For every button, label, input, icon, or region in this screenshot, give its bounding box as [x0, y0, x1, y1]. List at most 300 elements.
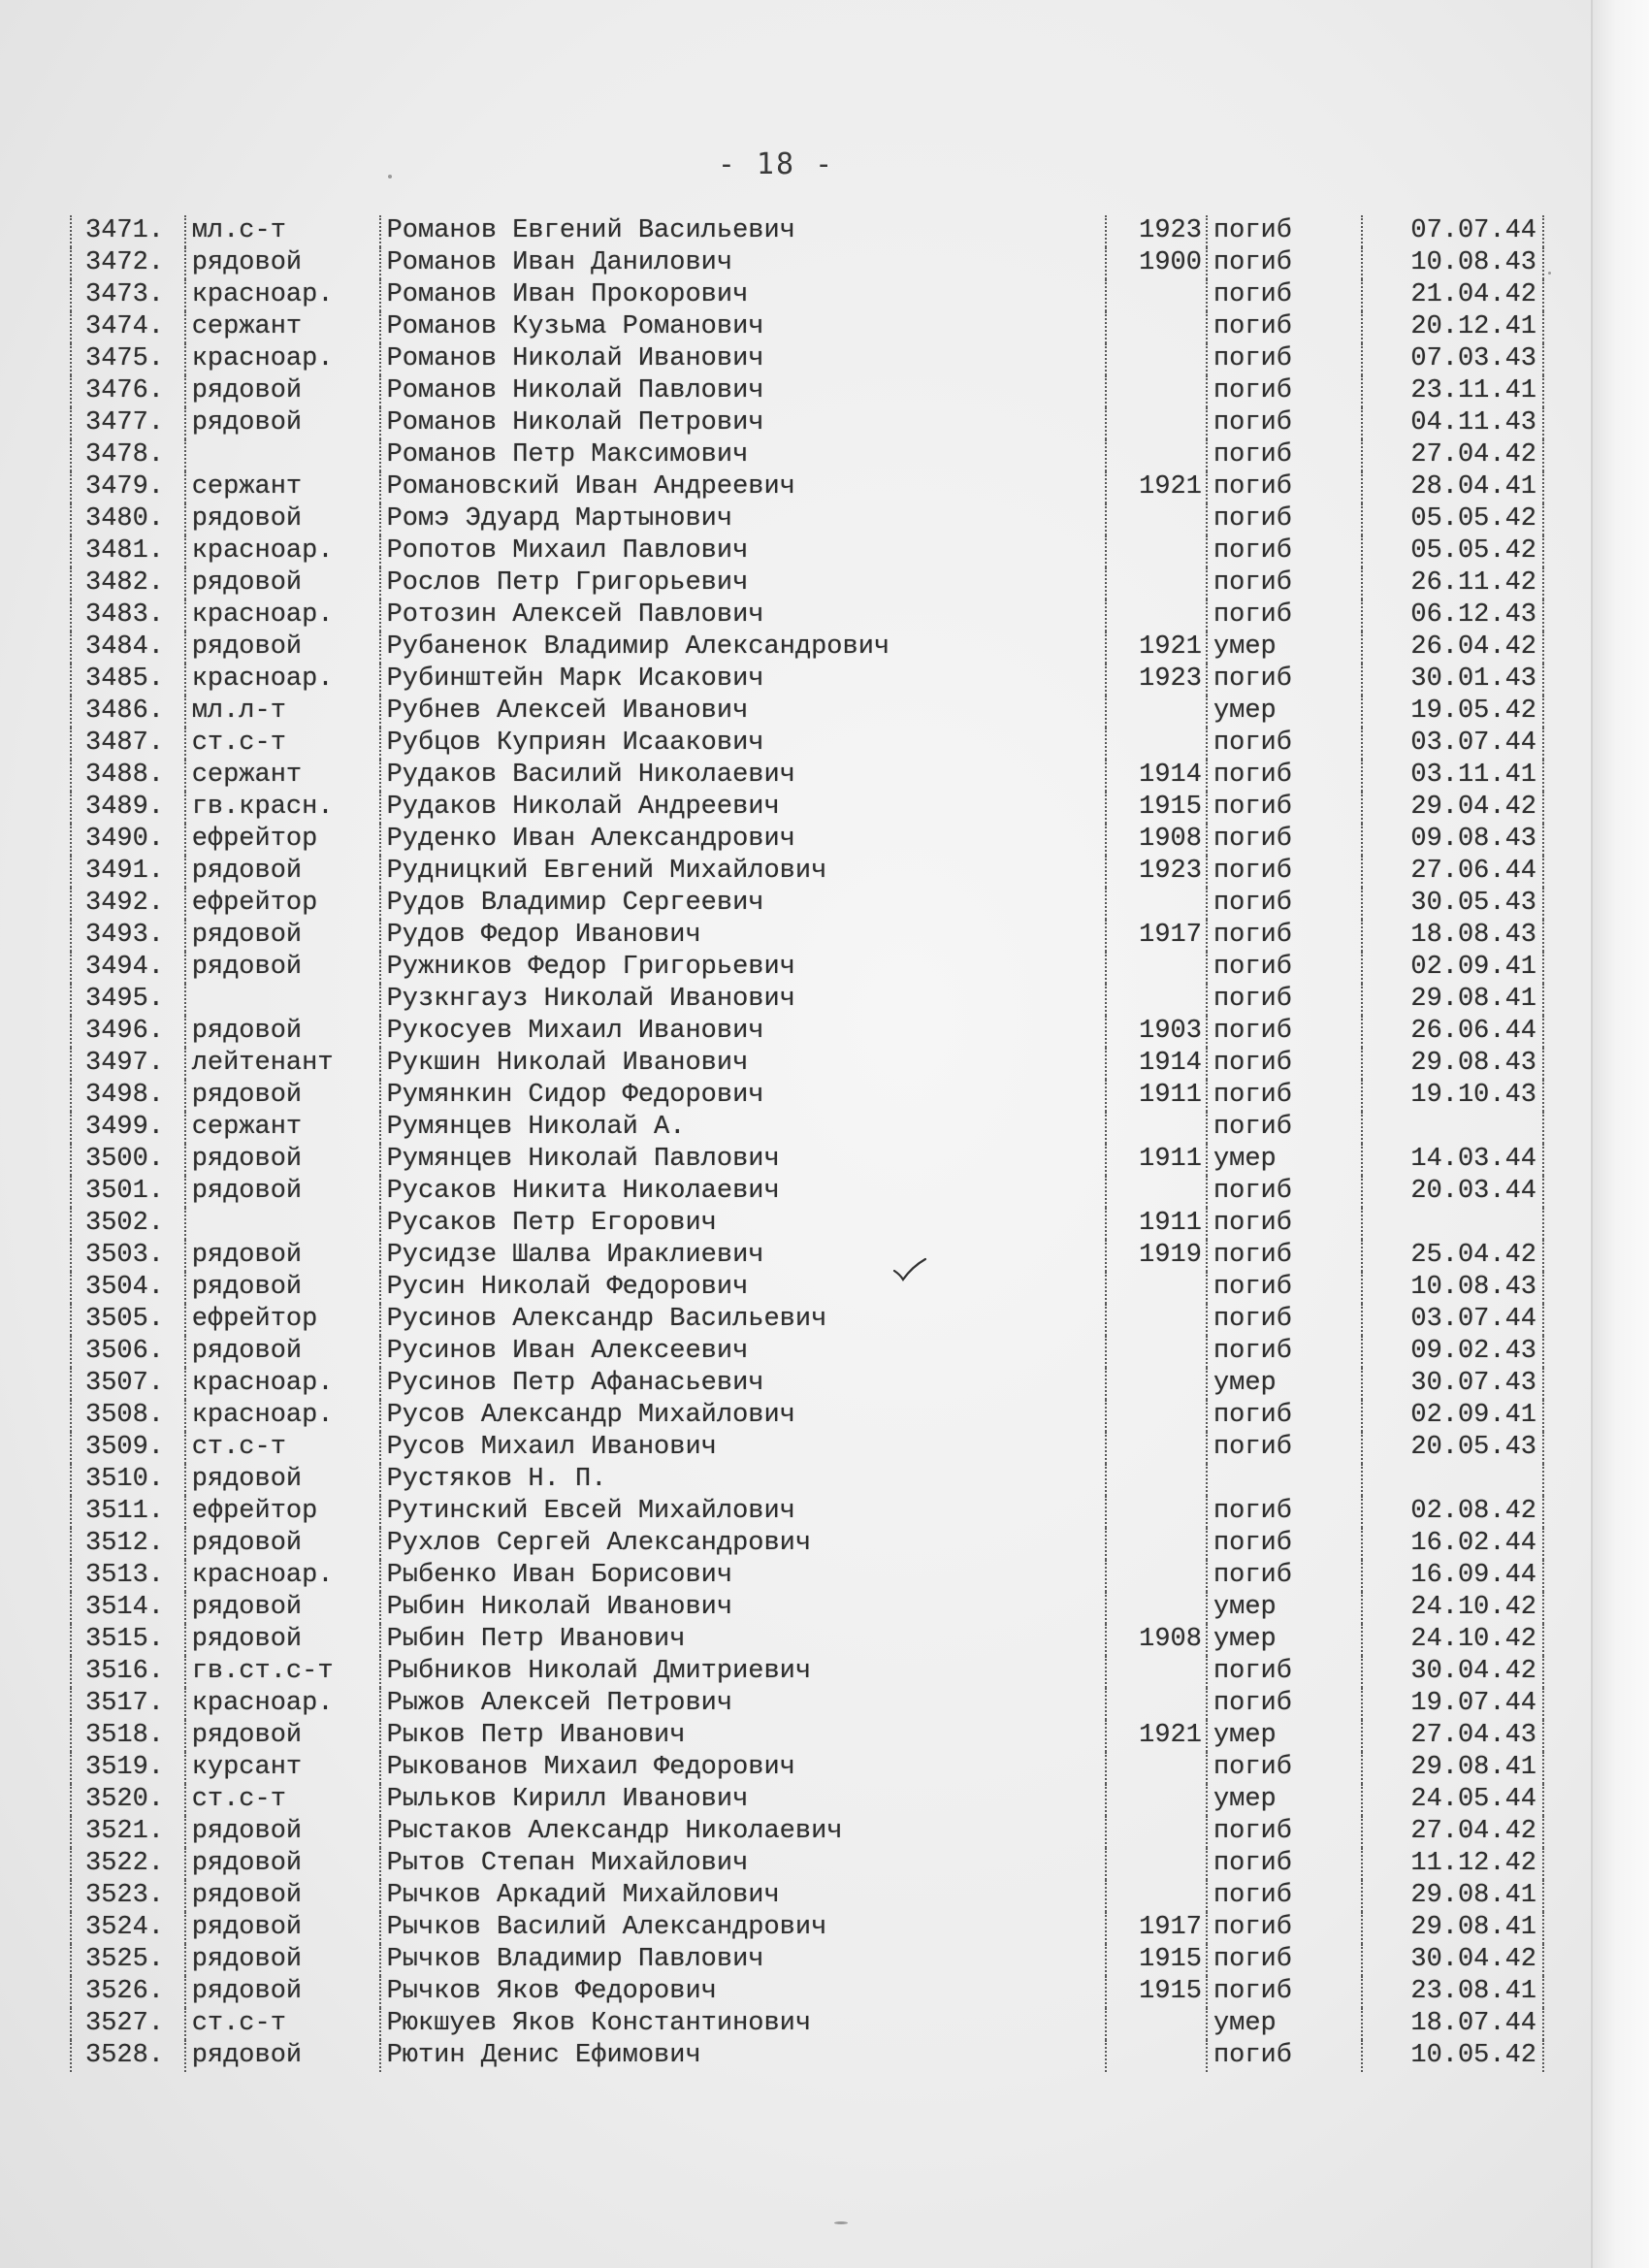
- entry-date: 05.05.42: [1362, 535, 1543, 567]
- entry-number: 3523.: [71, 1880, 185, 1912]
- entry-number: 3515.: [71, 1624, 185, 1656]
- table-row: [71, 407, 1543, 439]
- entry-number: 3526.: [71, 1976, 185, 2008]
- entry-rank: рядовой: [185, 1528, 380, 1560]
- entry-status: погиб: [1207, 1656, 1362, 1688]
- entry-status: погиб: [1207, 1176, 1362, 1208]
- entry-birth-year: [1106, 2008, 1207, 2040]
- entry-date: 19.05.42: [1362, 696, 1543, 728]
- entry-rank: [185, 1208, 380, 1240]
- entry-name: Романов Иван Данилович: [380, 247, 1107, 279]
- entry-status: погиб: [1207, 1880, 1362, 1912]
- scan-speck: [1548, 272, 1551, 275]
- entry-rank: рядовой: [185, 1816, 380, 1848]
- table-row: [71, 1368, 1543, 1400]
- entry-status: погиб: [1207, 247, 1362, 279]
- entry-rank: красноар.: [185, 279, 380, 311]
- entry-number: 3521.: [71, 1816, 185, 1848]
- entry-date: 24.10.42: [1362, 1624, 1543, 1656]
- entry-name: Ромэ Эдуард Мартынович: [380, 503, 1107, 535]
- entry-status: погиб: [1207, 1208, 1362, 1240]
- entry-name: Рычков Владимир Павлович: [380, 1944, 1107, 1976]
- table-row: [71, 1400, 1543, 1432]
- entry-number: 3495.: [71, 984, 185, 1016]
- entry-name: Русов Михаил Иванович: [380, 1432, 1107, 1464]
- entry-birth-year: [1106, 599, 1207, 632]
- entry-birth-year: [1106, 1496, 1207, 1528]
- entry-rank: ефрейтор: [185, 1496, 380, 1528]
- entry-date: 03.11.41: [1362, 760, 1543, 792]
- entry-name: Румянкин Сидор Федорович: [380, 1080, 1107, 1112]
- entry-number: 3506.: [71, 1336, 185, 1368]
- entry-rank: рядовой: [185, 247, 380, 279]
- entry-birth-year: [1106, 407, 1207, 439]
- entry-status: умер: [1207, 1368, 1362, 1400]
- entry-date: 25.04.42: [1362, 1240, 1543, 1272]
- entry-rank: сержант: [185, 311, 380, 343]
- entry-date: 02.09.41: [1362, 952, 1543, 984]
- entry-rank: лейтенант: [185, 1048, 380, 1080]
- table-row: [71, 1784, 1543, 1816]
- entry-name: Рюкшуев Яков Константинович: [380, 2008, 1107, 2040]
- entry-number: 3477.: [71, 407, 185, 439]
- entry-number: 3483.: [71, 599, 185, 632]
- entry-birth-year: 1915: [1106, 1944, 1207, 1976]
- table-row: [71, 2008, 1543, 2040]
- entry-rank: красноар.: [185, 1368, 380, 1400]
- entry-rank: рядовой: [185, 1336, 380, 1368]
- table-row: [71, 375, 1543, 407]
- entry-name: Рухлов Сергей Александрович: [380, 1528, 1107, 1560]
- table-row: [71, 696, 1543, 728]
- entry-rank: рядовой: [185, 567, 380, 599]
- entry-status: умер: [1207, 2008, 1362, 2040]
- entry-status: погиб: [1207, 503, 1362, 535]
- entry-rank: рядовой: [185, 1176, 380, 1208]
- entry-status: погиб: [1207, 888, 1362, 920]
- entry-name: Рубнев Алексей Иванович: [380, 696, 1107, 728]
- entry-date: 19.07.44: [1362, 1688, 1543, 1720]
- entry-name: Романов Николай Иванович: [380, 343, 1107, 375]
- entry-birth-year: [1106, 1784, 1207, 1816]
- table-row: [71, 888, 1543, 920]
- entry-birth-year: [1106, 1528, 1207, 1560]
- table-row: [71, 1208, 1543, 1240]
- table-row: [71, 311, 1543, 343]
- entry-status: погиб: [1207, 1272, 1362, 1304]
- entry-name: Рубинштейн Марк Исакович: [380, 664, 1107, 696]
- entry-status: погиб: [1207, 1240, 1362, 1272]
- entry-status: умер: [1207, 1624, 1362, 1656]
- entry-rank: красноар.: [185, 535, 380, 567]
- entry-birth-year: 1911: [1106, 1080, 1207, 1112]
- entry-number: 3484.: [71, 632, 185, 664]
- entry-birth-year: [1106, 1752, 1207, 1784]
- entry-status: погиб: [1207, 1496, 1362, 1528]
- entry-name: Русинов Иван Алексеевич: [380, 1336, 1107, 1368]
- entry-number: 3516.: [71, 1656, 185, 1688]
- entry-rank: сержант: [185, 760, 380, 792]
- entry-number: 3490.: [71, 824, 185, 856]
- entry-name: Рыльков Кирилл Иванович: [380, 1784, 1107, 1816]
- entry-number: 3524.: [71, 1912, 185, 1944]
- entry-rank: ст.с-т: [185, 1432, 380, 1464]
- entry-date: 29.04.42: [1362, 792, 1543, 824]
- entry-birth-year: [1106, 311, 1207, 343]
- entry-date: 27.04.42: [1362, 439, 1543, 471]
- entry-birth-year: [1106, 728, 1207, 760]
- entry-rank: рядовой: [185, 1880, 380, 1912]
- entry-name: Рыжов Алексей Петрович: [380, 1688, 1107, 1720]
- entry-birth-year: [1106, 535, 1207, 567]
- entry-number: 3482.: [71, 567, 185, 599]
- entry-rank: [185, 439, 380, 471]
- entry-birth-year: [1106, 1656, 1207, 1688]
- entry-birth-year: 1923: [1106, 664, 1207, 696]
- entry-name: Рудаков Василий Николаевич: [380, 760, 1107, 792]
- entry-date: 16.09.44: [1362, 1560, 1543, 1592]
- entry-date: 29.08.41: [1362, 1880, 1543, 1912]
- entry-rank: сержант: [185, 471, 380, 503]
- table-row: [71, 1592, 1543, 1624]
- entry-status: погиб: [1207, 279, 1362, 311]
- entry-date: 26.04.42: [1362, 632, 1543, 664]
- entry-rank: рядовой: [185, 2040, 380, 2072]
- entry-name: Рукшин Николай Иванович: [380, 1048, 1107, 1080]
- entry-rank: рядовой: [185, 1144, 380, 1176]
- entry-name: Ротозин Алексей Павлович: [380, 599, 1107, 632]
- table-row: [71, 664, 1543, 696]
- entry-number: 3487.: [71, 728, 185, 760]
- table-row: [71, 215, 1543, 247]
- entry-birth-year: 1900: [1106, 247, 1207, 279]
- table-row: [71, 343, 1543, 375]
- entry-rank: мл.л-т: [185, 696, 380, 728]
- entry-birth-year: [1106, 952, 1207, 984]
- entry-birth-year: 1915: [1106, 1976, 1207, 2008]
- table-row: [71, 760, 1543, 792]
- entry-date: 14.03.44: [1362, 1144, 1543, 1176]
- entry-date: 03.07.44: [1362, 1304, 1543, 1336]
- entry-name: Рыбин Николай Иванович: [380, 1592, 1107, 1624]
- entry-rank: рядовой: [185, 1592, 380, 1624]
- entry-status: погиб: [1207, 728, 1362, 760]
- entry-number: 3503.: [71, 1240, 185, 1272]
- entry-status: погиб: [1207, 375, 1362, 407]
- entry-status: погиб: [1207, 1976, 1362, 2008]
- entry-name: Русидзе Шалва Ираклиевич: [380, 1240, 1107, 1272]
- entry-name: Рыкованов Михаил Федорович: [380, 1752, 1107, 1784]
- entry-number: 3504.: [71, 1272, 185, 1304]
- entry-date: 30.04.42: [1362, 1656, 1543, 1688]
- entry-status: погиб: [1207, 567, 1362, 599]
- table-row: [71, 535, 1543, 567]
- table-row: [71, 599, 1543, 632]
- entry-birth-year: [1106, 1880, 1207, 1912]
- entry-rank: рядовой: [185, 1624, 380, 1656]
- casualty-list-table: [70, 215, 1544, 2072]
- entry-name: Русов Александр Михайлович: [380, 1400, 1107, 1432]
- entry-date: 18.08.43: [1362, 920, 1543, 952]
- entry-number: 3473.: [71, 279, 185, 311]
- entry-date: 20.05.43: [1362, 1432, 1543, 1464]
- entry-rank: красноар.: [185, 664, 380, 696]
- table-row: [71, 1144, 1543, 1176]
- table-row: [71, 1688, 1543, 1720]
- entry-rank: ст.с-т: [185, 1784, 380, 1816]
- table-row: [71, 439, 1543, 471]
- entry-date: 24.05.44: [1362, 1784, 1543, 1816]
- entry-status: погиб: [1207, 1848, 1362, 1880]
- entry-number: 3474.: [71, 311, 185, 343]
- entry-status: погиб: [1207, 760, 1362, 792]
- table-row: [71, 1496, 1543, 1528]
- entry-date: 26.06.44: [1362, 1016, 1543, 1048]
- entry-name: Рудов Федор Иванович: [380, 920, 1107, 952]
- entry-date: 10.08.43: [1362, 247, 1543, 279]
- entry-status: погиб: [1207, 1688, 1362, 1720]
- table-row: [71, 2040, 1543, 2072]
- entry-status: погиб: [1207, 311, 1362, 343]
- entry-status: погиб: [1207, 1400, 1362, 1432]
- entry-name: Рютин Денис Ефимович: [380, 2040, 1107, 2072]
- entry-name: Ропотов Михаил Павлович: [380, 535, 1107, 567]
- entry-name: Русаков Никита Николаевич: [380, 1176, 1107, 1208]
- table-row: [71, 1240, 1543, 1272]
- entry-number: 3476.: [71, 375, 185, 407]
- entry-status: погиб: [1207, 1048, 1362, 1080]
- entry-birth-year: 1917: [1106, 1912, 1207, 1944]
- entry-date: [1362, 1208, 1543, 1240]
- table-row: [71, 728, 1543, 760]
- entry-birth-year: 1923: [1106, 215, 1207, 247]
- entry-number: 3485.: [71, 664, 185, 696]
- entry-birth-year: 1923: [1106, 856, 1207, 888]
- entry-number: 3501.: [71, 1176, 185, 1208]
- entry-rank: рядовой: [185, 1720, 380, 1752]
- entry-status: погиб: [1207, 920, 1362, 952]
- table-row: [71, 1016, 1543, 1048]
- entry-name: Романов Николай Петрович: [380, 407, 1107, 439]
- entry-date: 02.09.41: [1362, 1400, 1543, 1432]
- entry-date: 29.08.41: [1362, 984, 1543, 1016]
- entry-birth-year: [1106, 1176, 1207, 1208]
- entry-status: погиб: [1207, 1432, 1362, 1464]
- table-row: [71, 1848, 1543, 1880]
- entry-status: погиб: [1207, 471, 1362, 503]
- entry-birth-year: [1106, 696, 1207, 728]
- entry-date: 23.08.41: [1362, 1976, 1543, 2008]
- entry-number: 3510.: [71, 1464, 185, 1496]
- entry-birth-year: 1914: [1106, 1048, 1207, 1080]
- entry-rank: рядовой: [185, 920, 380, 952]
- entry-date: 27.04.43: [1362, 1720, 1543, 1752]
- entry-birth-year: [1106, 1368, 1207, 1400]
- entry-rank: ст.с-т: [185, 728, 380, 760]
- entry-rank: красноар.: [185, 1688, 380, 1720]
- entry-date: [1362, 1464, 1543, 1496]
- entry-status: погиб: [1207, 1752, 1362, 1784]
- entry-date: 11.12.42: [1362, 1848, 1543, 1880]
- entry-name: Русин Николай Федорович: [380, 1272, 1107, 1304]
- table-row: [71, 247, 1543, 279]
- table-row: [71, 1272, 1543, 1304]
- entry-date: 10.08.43: [1362, 1272, 1543, 1304]
- entry-status: погиб: [1207, 792, 1362, 824]
- entry-rank: курсант: [185, 1752, 380, 1784]
- entry-birth-year: 1908: [1106, 824, 1207, 856]
- entry-name: Румянцев Николай Павлович: [380, 1144, 1107, 1176]
- entry-number: 3513.: [71, 1560, 185, 1592]
- entry-rank: рядовой: [185, 375, 380, 407]
- table-row: [71, 1464, 1543, 1496]
- entry-rank: рядовой: [185, 1240, 380, 1272]
- entry-name: Романов Кузьма Романович: [380, 311, 1107, 343]
- entry-date: 30.05.43: [1362, 888, 1543, 920]
- table-row: [71, 1752, 1543, 1784]
- scan-speck: [388, 175, 392, 178]
- entry-number: 3527.: [71, 2008, 185, 2040]
- entry-name: Русинов Петр Афанасьевич: [380, 1368, 1107, 1400]
- entry-name: Рыбников Николай Дмитриевич: [380, 1656, 1107, 1688]
- page-number: - 18 -: [717, 147, 835, 181]
- entry-number: 3488.: [71, 760, 185, 792]
- entry-date: 20.12.41: [1362, 311, 1543, 343]
- entry-date: 30.07.43: [1362, 1368, 1543, 1400]
- table-row: [71, 471, 1543, 503]
- entry-date: 23.11.41: [1362, 375, 1543, 407]
- table-row: [71, 920, 1543, 952]
- entry-name: Рузкнгауз Николай Иванович: [380, 984, 1107, 1016]
- entry-birth-year: [1106, 1272, 1207, 1304]
- entry-date: 03.07.44: [1362, 728, 1543, 760]
- table-row: [71, 1432, 1543, 1464]
- entry-name: Руденко Иван Александрович: [380, 824, 1107, 856]
- table-row: [71, 503, 1543, 535]
- entry-rank: рядовой: [185, 1944, 380, 1976]
- table-row: [71, 1176, 1543, 1208]
- entry-number: 3512.: [71, 1528, 185, 1560]
- entry-birth-year: 1911: [1106, 1208, 1207, 1240]
- table-row: [71, 279, 1543, 311]
- entry-date: 29.08.43: [1362, 1048, 1543, 1080]
- entry-birth-year: [1106, 503, 1207, 535]
- entry-name: Русинов Александр Васильевич: [380, 1304, 1107, 1336]
- entry-number: 3502.: [71, 1208, 185, 1240]
- entry-number: 3471.: [71, 215, 185, 247]
- entry-date: 21.04.42: [1362, 279, 1543, 311]
- table-row: [71, 1656, 1543, 1688]
- entry-name: Рытов Степан Михайлович: [380, 1848, 1107, 1880]
- entry-number: 3505.: [71, 1304, 185, 1336]
- table-row: [71, 567, 1543, 599]
- entry-date: 27.04.42: [1362, 1816, 1543, 1848]
- entry-birth-year: [1106, 1848, 1207, 1880]
- entry-name: Русаков Петр Егорович: [380, 1208, 1107, 1240]
- entry-status: погиб: [1207, 215, 1362, 247]
- entry-number: 3489.: [71, 792, 185, 824]
- entry-birth-year: 1921: [1106, 632, 1207, 664]
- entry-date: 30.01.43: [1362, 664, 1543, 696]
- entry-name: Рукосуев Михаил Иванович: [380, 1016, 1107, 1048]
- entry-name: Рослов Петр Григорьевич: [380, 567, 1107, 599]
- entry-date: 05.05.42: [1362, 503, 1543, 535]
- entry-status: погиб: [1207, 1080, 1362, 1112]
- entry-status: погиб: [1207, 2040, 1362, 2072]
- entry-rank: красноар.: [185, 343, 380, 375]
- entry-number: 3492.: [71, 888, 185, 920]
- entry-date: 27.06.44: [1362, 856, 1543, 888]
- entry-status: умер: [1207, 1592, 1362, 1624]
- entry-date: 19.10.43: [1362, 1080, 1543, 1112]
- entry-name: Романов Евгений Васильевич: [380, 215, 1107, 247]
- entry-birth-year: [1106, 1560, 1207, 1592]
- table-row: [71, 1048, 1543, 1080]
- entry-birth-year: 1921: [1106, 471, 1207, 503]
- entry-rank: [185, 984, 380, 1016]
- entry-name: Романов Николай Павлович: [380, 375, 1107, 407]
- entry-date: 29.08.41: [1362, 1752, 1543, 1784]
- entry-number: 3497.: [71, 1048, 185, 1080]
- entry-name: Романовский Иван Андреевич: [380, 471, 1107, 503]
- entry-birth-year: [1106, 1592, 1207, 1624]
- entry-name: Рутинский Евсей Михайлович: [380, 1496, 1107, 1528]
- table-row: [71, 1816, 1543, 1848]
- casualty-list-body: [71, 215, 1543, 2072]
- entry-number: 3493.: [71, 920, 185, 952]
- entry-birth-year: [1106, 567, 1207, 599]
- entry-birth-year: 1908: [1106, 1624, 1207, 1656]
- entry-number: 3479.: [71, 471, 185, 503]
- entry-birth-year: [1106, 439, 1207, 471]
- entry-name: Рудаков Николай Андреевич: [380, 792, 1107, 824]
- entry-birth-year: [1106, 1112, 1207, 1144]
- entry-status: погиб: [1207, 1336, 1362, 1368]
- entry-status: умер: [1207, 696, 1362, 728]
- entry-name: Романов Петр Максимович: [380, 439, 1107, 471]
- entry-number: 3509.: [71, 1432, 185, 1464]
- entry-status: умер: [1207, 1720, 1362, 1752]
- entry-date: 09.02.43: [1362, 1336, 1543, 1368]
- entry-date: 24.10.42: [1362, 1592, 1543, 1624]
- entry-rank: рядовой: [185, 407, 380, 439]
- entry-birth-year: 1914: [1106, 760, 1207, 792]
- entry-rank: рядовой: [185, 632, 380, 664]
- entry-date: 30.04.42: [1362, 1944, 1543, 1976]
- entry-date: 10.05.42: [1362, 2040, 1543, 2072]
- entry-status: погиб: [1207, 1560, 1362, 1592]
- entry-date: 18.07.44: [1362, 2008, 1543, 2040]
- entry-number: 3494.: [71, 952, 185, 984]
- entry-name: Рудов Владимир Сергеевич: [380, 888, 1107, 920]
- entry-birth-year: [1106, 1400, 1207, 1432]
- table-row: [71, 1080, 1543, 1112]
- entry-birth-year: [1106, 1688, 1207, 1720]
- entry-rank: сержант: [185, 1112, 380, 1144]
- entry-name: Рустяков Н. П.: [380, 1464, 1107, 1496]
- entry-date: 02.08.42: [1362, 1496, 1543, 1528]
- entry-rank: рядовой: [185, 503, 380, 535]
- entry-status: умер: [1207, 632, 1362, 664]
- entry-status: погиб: [1207, 1304, 1362, 1336]
- entry-status: погиб: [1207, 535, 1362, 567]
- entry-birth-year: [1106, 888, 1207, 920]
- table-row: [71, 1880, 1543, 1912]
- table-row: [71, 632, 1543, 664]
- entry-rank: рядовой: [185, 1080, 380, 1112]
- entry-birth-year: [1106, 1336, 1207, 1368]
- entry-number: 3498.: [71, 1080, 185, 1112]
